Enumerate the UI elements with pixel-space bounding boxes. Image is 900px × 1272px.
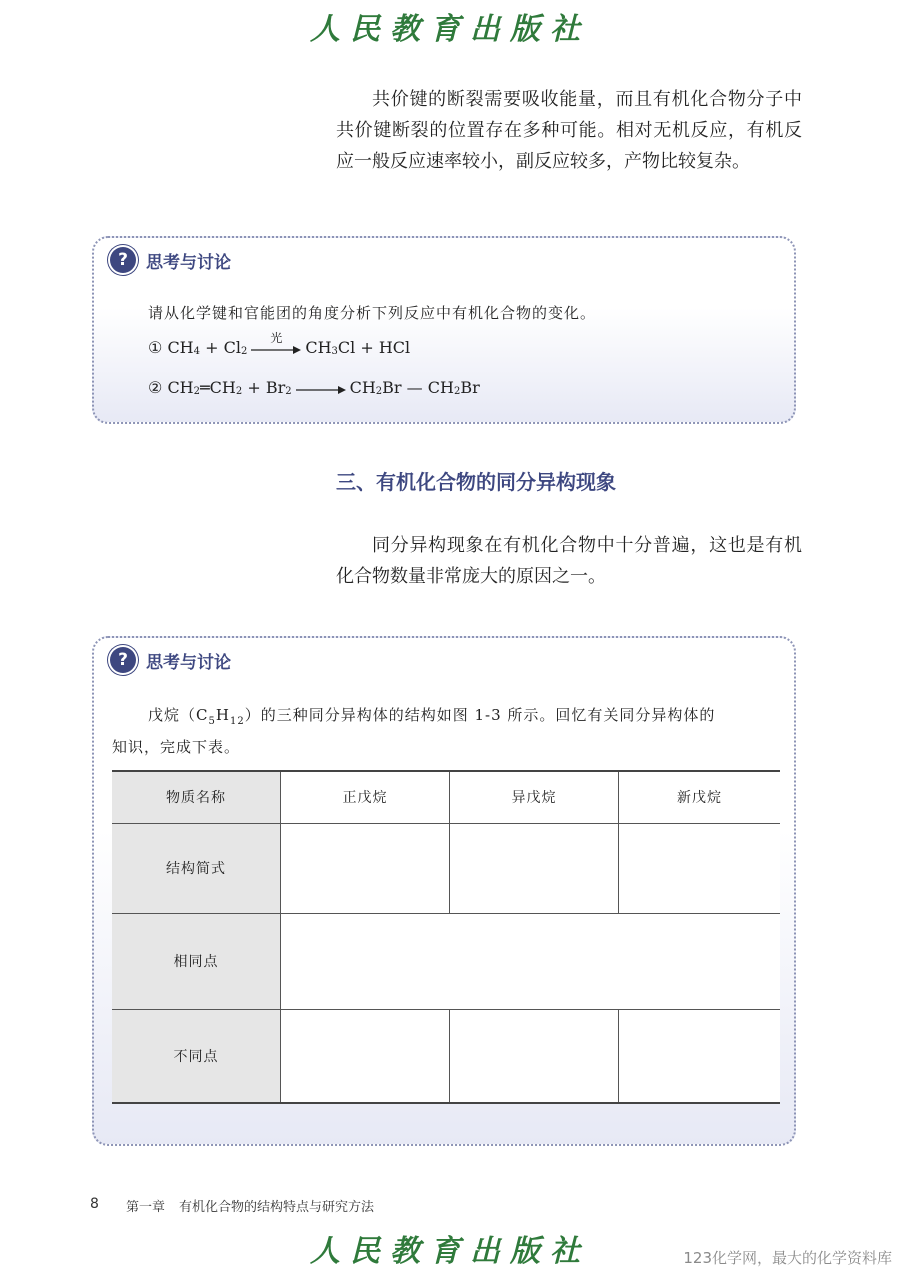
table-cell-empty [281,823,450,913]
publisher-logo-bottom: 人民教育出版社 [310,1234,590,1269]
formula-text: CH [167,378,194,397]
prompt-text: ）的三种同分异构体的结构如图 1-3 所示。回忆有关同分异构体的 [244,706,716,724]
table-cell-empty [281,913,781,1009]
double-bond: ═ [200,378,210,397]
table-header-cell: 物质名称 [112,771,281,823]
think-discuss-box-1 [92,236,796,424]
isomer-table [112,770,780,1104]
arrow-icon [296,386,346,394]
subscript: 12 [229,716,245,727]
table-header-cell: 正戊烷 [281,771,450,823]
equation-2 [148,378,480,397]
subscript: 4 [193,346,201,357]
formula-text: CH [305,338,332,357]
subscript: 2 [453,386,461,397]
reaction-condition: 光 [270,331,283,345]
table-cell-empty [450,1009,619,1103]
row-label: 不同点 [112,1009,281,1103]
think-discuss-box-2 [92,636,796,1146]
table-cell-empty [281,1009,450,1103]
chapter-footer [126,1196,388,1215]
page-number: 8 [90,1196,99,1212]
box-header [110,646,231,674]
box-prompt-line2: 知识，完成下表。 [112,738,241,756]
reaction-arrow [296,381,346,397]
row-label: 结构简式 [112,823,281,913]
box-title: 思考与讨论 [146,652,231,673]
table-header-cell: 异戊烷 [450,771,619,823]
formula-text: CH [349,378,376,397]
question-icon: ? [110,647,136,673]
paragraph-isomerism: 同分异构现象在有机化合物中十分普遍，这也是有机化合物数量非常庞大的原因之一。 [336,535,802,587]
table-header-row [112,771,780,823]
formula-text: CH [167,338,194,357]
equation-1 [148,331,411,357]
table-header-cell: 新戊烷 [619,771,781,823]
subscript: 5 [208,716,216,727]
row-label: 相同点 [112,913,281,1009]
subscript: 2 [235,386,243,397]
table-row [112,913,780,1009]
box-prompt-line1 [148,704,715,727]
box-prompt: 请从化学键和官能团的角度分析下列反应中有机化合物的变化。 [148,304,597,322]
formula-text: + Cl [200,338,241,357]
publisher-logo-top: 人民教育出版社 [310,12,590,47]
table-row [112,823,780,913]
formula-text: + Br [242,378,286,397]
subscript: 3 [331,346,338,357]
watermark: 123化学网，最大的化学资料库 [683,1249,892,1267]
subscript: 2 [375,386,383,397]
prompt-text: H [215,706,230,724]
box-header [110,246,231,274]
formula-text: Cl + HCl [337,338,411,357]
reaction-arrow [251,331,301,357]
subscript: 2 [285,386,292,397]
subscript: 2 [193,386,201,397]
formula-text: Br — CH [382,378,454,397]
section-title: 三、有机化合物的同分异构现象 [336,470,616,494]
prompt-text: 戊烷（C [148,706,209,724]
table-row [112,1009,780,1103]
box-title: 思考与讨论 [146,252,231,273]
paragraph-bond-breaking: 共价键的断裂需要吸收能量，而且有机化合物分子中共价键断裂的位置存在多种可能。相对无机反应，有机反应一般反应速率较小，副反应较多，产物比较复杂。 [336,89,802,172]
question-icon: ? [110,247,136,273]
equation-number: ① [148,338,163,357]
equation-number: ② [148,378,163,397]
chapter-title: 有机化合物的结构特点与研究方法 [179,1200,375,1215]
chapter-number: 第一章 [126,1200,166,1215]
formula-text: CH [209,378,236,397]
formula-text: Br [460,378,480,397]
table-cell-empty [619,823,781,913]
table-cell-empty [619,1009,781,1103]
subscript: 2 [240,346,248,357]
table-cell-empty [450,823,619,913]
arrow-icon [251,346,301,354]
